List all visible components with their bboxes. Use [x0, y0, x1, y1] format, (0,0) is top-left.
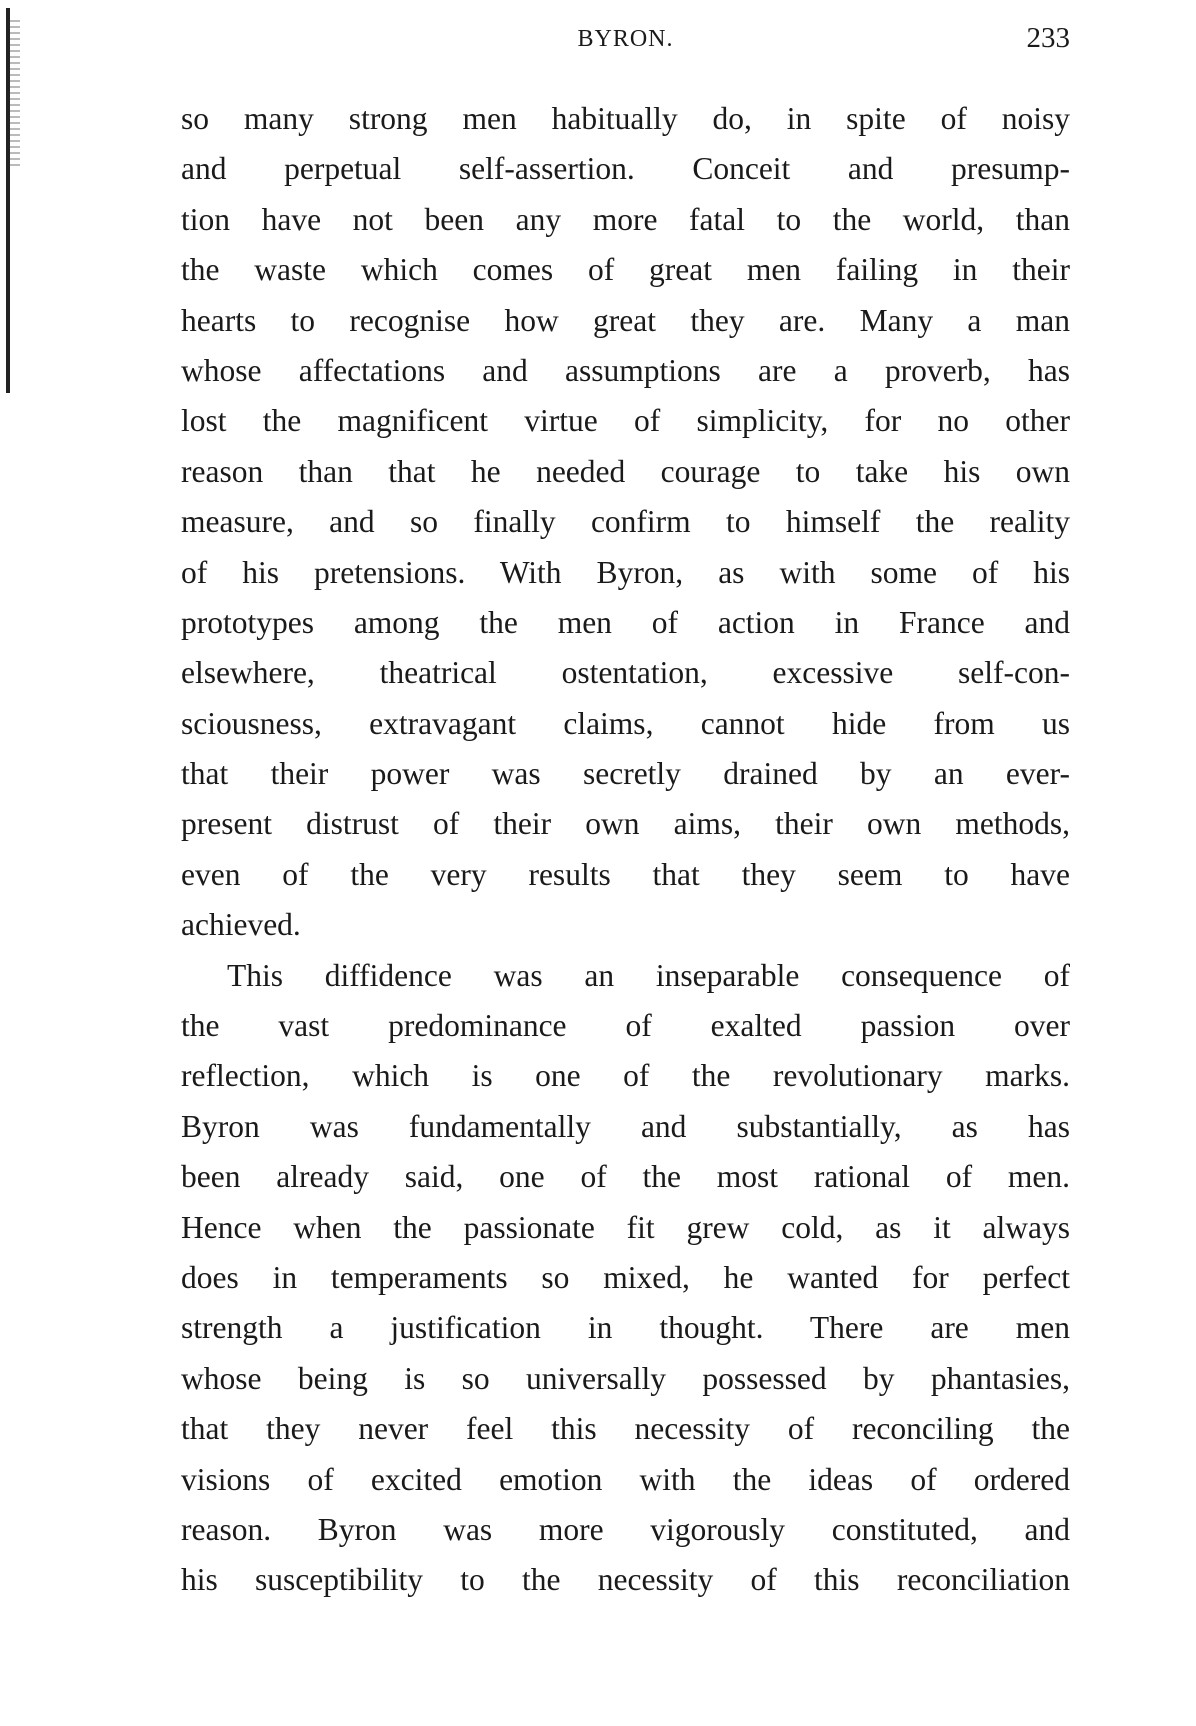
text-line: his susceptibility to the necessity of this reconciliation: [181, 1562, 1070, 1598]
text-line: prototypes among the men of action in France and: [181, 604, 1070, 640]
text-line: and perpetual self-assertion. Conceit and presump-: [181, 151, 1070, 187]
text-line: that their power was secretly drained by an ever-: [181, 756, 1070, 792]
text-line: hearts to recognise how great they are. Many a man: [181, 302, 1070, 338]
text-line: Hence when the passionate fit grew cold, as it always: [181, 1209, 1070, 1245]
text-line: lost the magnificent virtue of simplicity, for no other: [181, 403, 1070, 439]
page-binding-shadow: [10, 20, 20, 170]
paragraph: [181, 951, 1070, 1606]
text-line: reason than that he needed courage to take his own: [181, 453, 1070, 489]
text-line: measure, and so finally confirm to himself the reality: [181, 504, 1070, 540]
paragraph: [181, 94, 1070, 951]
text-line: reason. Byron was more vigorously constituted, and: [181, 1511, 1070, 1547]
text-line: so many strong men habitually do, in spite of noisy: [181, 101, 1070, 136]
text-line: strength a justification in thought. There are men: [181, 1310, 1070, 1346]
body-text: [181, 94, 1070, 1606]
text-line: even of the very results that they seem to have: [181, 856, 1070, 892]
text-line: that they never feel this necessity of reconciling the: [181, 1411, 1070, 1447]
text-line: the waste which comes of great men failing in their: [181, 252, 1070, 288]
text-line: does in temperaments so mixed, he wanted for perfect: [181, 1259, 1070, 1295]
text-line: reflection, which is one of the revolutionary marks.: [181, 1058, 1070, 1094]
page-header: [181, 22, 1070, 62]
text-line: present distrust of their own aims, their own methods,: [181, 806, 1070, 842]
text-line: achieved.: [181, 907, 301, 943]
text-line: This diffidence was an inseparable consequence of: [227, 957, 1070, 993]
text-line: sciousness, extravagant claims, cannot hide from us: [181, 705, 1070, 741]
text-line: whose affectations and assumptions are a proverb, has: [181, 352, 1070, 388]
text-line: tion have not been any more fatal to the world, than: [181, 201, 1070, 237]
text-line: Byron was fundamentally and substantially, as has: [181, 1108, 1070, 1144]
running-title: BYRON.: [577, 26, 674, 52]
text-line: whose being is so universally possessed by phantasies,: [181, 1360, 1070, 1396]
text-line: visions of excited emotion with the ideas of ordered: [181, 1461, 1070, 1497]
text-line: of his pretensions. With Byron, as with some of his: [181, 554, 1070, 590]
page-number: 233: [1026, 22, 1070, 54]
text-line: elsewhere, theatrical ostentation, excessive self-con-: [181, 655, 1070, 691]
text-line: been already said, one of the most rational of men.: [181, 1159, 1070, 1195]
text-line: the vast predominance of exalted passion over: [181, 1008, 1070, 1044]
